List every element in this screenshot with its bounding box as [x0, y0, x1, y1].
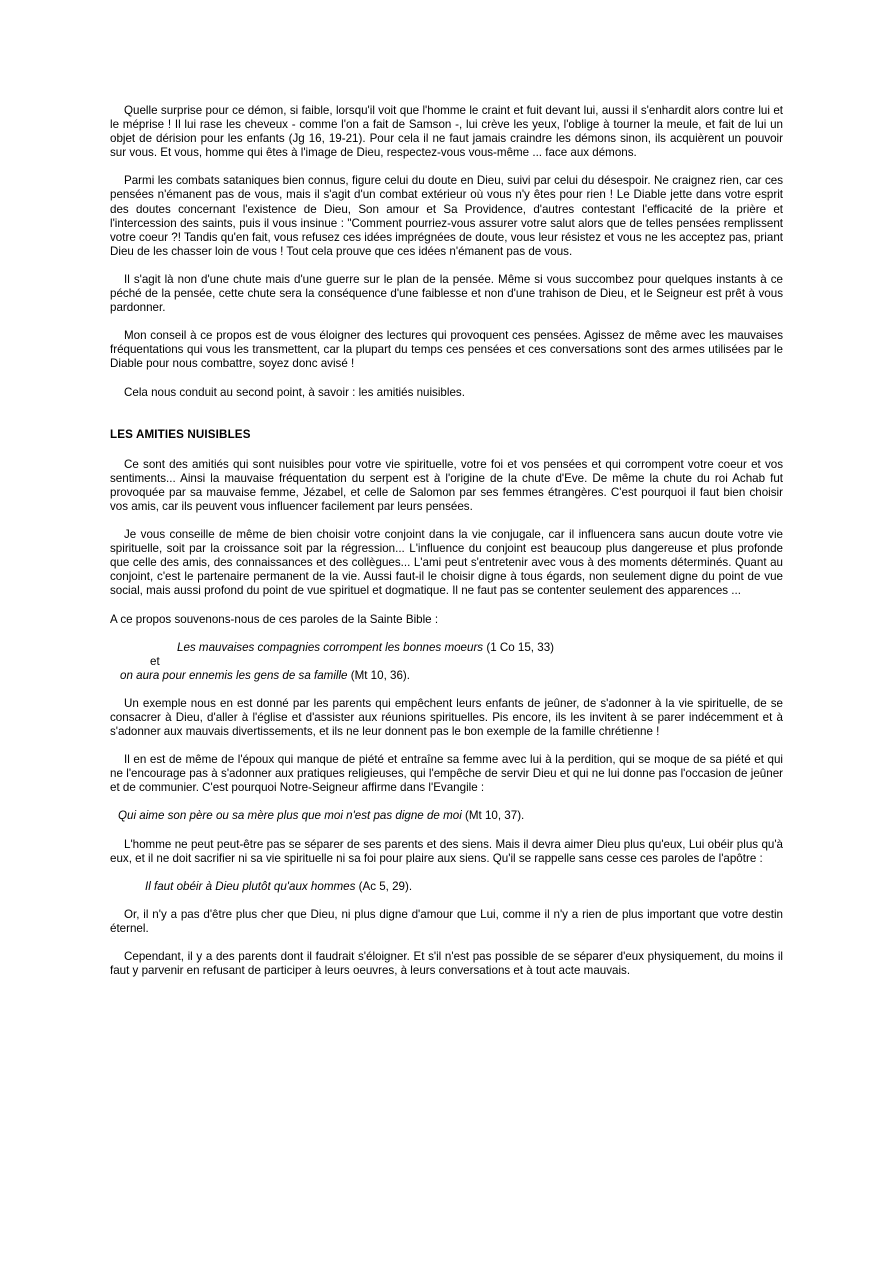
section-heading-les-amities-nuisibles: LES AMITIES NUISIBLES	[110, 427, 251, 441]
paragraph-5: Cela nous conduit au second point, à savoir : les amitiés nuisibles.	[124, 385, 465, 399]
paragraph-4: Mon conseil à ce propos est de vous éloigner des lectures qui provoquent ces pensées. Agissez de même avec les mauvaises fréquentations qui vous les transmettent, car la plupart du temps ces pensées et ces conversations sont des armes utilisées par le Diable pour nous combattre, soyez donc avisé !	[110, 329, 783, 371]
scripture-quote-block-3	[110, 880, 783, 894]
paragraph-2: Parmi les combats sataniques bien connus, figure celui du doute en Dieu, suivi par celui du désespoir. Ne craignez rien, car ces pensées n'émanent pas de vous, mais il s'agit d'un combat extérieur où vous n'y êtes pour rien ! Le Diable jette dans votre esprit des doutes concernant l'existence de Dieu, Son amour et Sa Providence, d'autres contestant l'efficacité de la prière et l'intercession des saints, puis il vous insinue : "Comment pourriez-vous assurer votre salut alors que de telles pensées remplissent votre coeur ?! Tandis qu'en fait, vous refusez ces idées imprégnées de doute, vous leur résistez et vous ne les acceptez pas, priant Dieu de les chasser loin de vous ! Tout cela prouve que ces idées n'émanent pas de vous.	[110, 174, 783, 258]
paragraph-3: Il s'agit là non d'une chute mais d'une guerre sur le plan de la pensée. Même si vous succombez pour quelques instants à ce péché de la pensée, cette chute sera la conséquence d'une faiblesse et non d'une trahison de Dieu, et le Seigneur est prêt à vous pardonner.	[110, 272, 783, 315]
scripture-reference-mt-10-37: (Mt 10, 37).	[461, 809, 525, 823]
scripture-reference-ac-5-29: (Ac 5, 29).	[355, 879, 413, 893]
scripture-quote-block-2	[110, 809, 783, 823]
paragraph-1: Quelle surprise pour ce démon, si faible, lorsqu'il voit que l'homme le craint et fuit devant lui, aussi il s'enhardit alors contre lui et le méprise ! Il lui rase les cheveux - comme l'on a fait de Samson -, lui crève les yeux, l'oblige à tourner la meule, et fait de lui un objet de dérision pour les enfants (Jg 16, 19-21). Pour cela il ne faut jamais craindre les démons sinon, ils acquièrent un pouvoir sur vous. Et vous, homme qui êtes à l'image de Dieu, respectez-vous vous-même ... face aux démons.	[110, 104, 783, 160]
scripture-quote-block-1	[110, 641, 783, 683]
scripture-text-mt-10-37: Qui aime son père ou sa mère plus que moi n'est pas digne de moi	[118, 809, 462, 823]
scripture-quote-line-3	[110, 809, 783, 823]
scripture-text-1-co-15-33: Les mauvaises compagnies corrompent les bonnes moeurs	[177, 640, 484, 654]
paragraph-9: Un exemple nous en est donné par les parents qui empêchent leurs enfants de jeûner, de s'adonner à la vie spirituelle, de se consacrer à Dieu, d'aller à l'église et d'assister aux réunions spirituelles. Pis encore, ils les invitent à se parer indécemment et à s'adonner aux mauvais divertissements, et ils ne leur donnent pas le bon exemple de la famille chrétienne !	[110, 696, 783, 739]
scripture-quote-connector: et	[150, 654, 160, 668]
scripture-quote-line-2	[110, 669, 783, 683]
heading-spacer	[110, 414, 783, 428]
paragraph-13: Cependant, il y a des parents dont il faudrait s'éloigner. Et s'il n'est pas possible de se séparer d'eux physiquement, du moins il faut y parvenir en refusant de participer à leurs oeuvres, à leurs conversations et à tout acte mauvais.	[110, 950, 783, 978]
scripture-reference-1-co-15-33: (1 Co 15, 33)	[483, 640, 554, 654]
scripture-quote-line-1	[110, 641, 783, 655]
paragraph-7: Je vous conseille de même de bien choisir votre conjoint dans la vie conjugale, car il influencera sans aucun doute votre vie spirituelle, soit par la croissance soit par la régression... L'influence du conjoint est beaucoup plus dangereuse et plus profonde que celle des amis, des connaissances et des collègues... L'ami peut s'entretenir avec vous à des moments déterminés. Quant au conjoint, c'est le partenaire permanent de la vie. Aussi faut-il le choisir digne à tous égards, non seulement digne du point de vue social, mais aussi profond du point de vue spirituel et dogmatique. Il ne faut pas se contenter seulement des apparences ...	[110, 528, 783, 598]
scripture-text-mt-10-36: on aura pour ennemis les gens de sa famille	[120, 668, 348, 682]
scripture-text-ac-5-29: Il faut obéir à Dieu plutôt qu'aux hommes	[145, 879, 356, 893]
paragraph-12: Or, il n'y a pas d'être plus cher que Dieu, ni plus digne d'amour que Lui, comme il n'y a rien de plus important que votre destin éternel.	[110, 907, 783, 935]
paragraph-11: L'homme ne peut peut-être pas se séparer de ses parents et des siens. Mais il devra aimer Dieu plus qu'eux, Lui obéir plus qu'à eux, et il ne doit sacrifier ni sa vie spirituelle ni sa foi pour plaire aux siens. Qu'il se rappelle sans cesse ces paroles de l'apôtre :	[110, 837, 783, 865]
paragraph-10: Il en est de même de l'époux qui manque de piété et entraîne sa femme avec lui à la perdition, qui se moque de sa piété et qui ne l'encourage pas à s'adonner aux pratiques religieuses, qui l'empêche de servir Dieu et qui ne lui donne pas l'occasion de jeûner et de communier. C'est pourquoi Notre-Seigneur affirme dans l'Evangile :	[110, 753, 783, 795]
paragraph-8-bible-intro: A ce propos souvenons-nous de ces paroles de la Sainte Bible :	[110, 612, 439, 626]
paragraph-6: Ce sont des amitiés qui sont nuisibles pour votre vie spirituelle, votre foi et vos pensées et qui corrompent votre coeur et vos sentiments... Ainsi la mauvaise fréquentation du serpent est à l'origine de la chute d'Eve. De même la chute du roi Achab fut provoquée par sa mauvaise femme, Jézabel, et celle de Salomon par ses femmes étrangères. C'est pourquoi il faut bien choisir vos amis, car ils peuvent vous influencer facilement par leurs pensées.	[110, 457, 783, 513]
scripture-quote-line-4	[110, 880, 783, 894]
scripture-reference-mt-10-36: (Mt 10, 36).	[347, 668, 410, 682]
